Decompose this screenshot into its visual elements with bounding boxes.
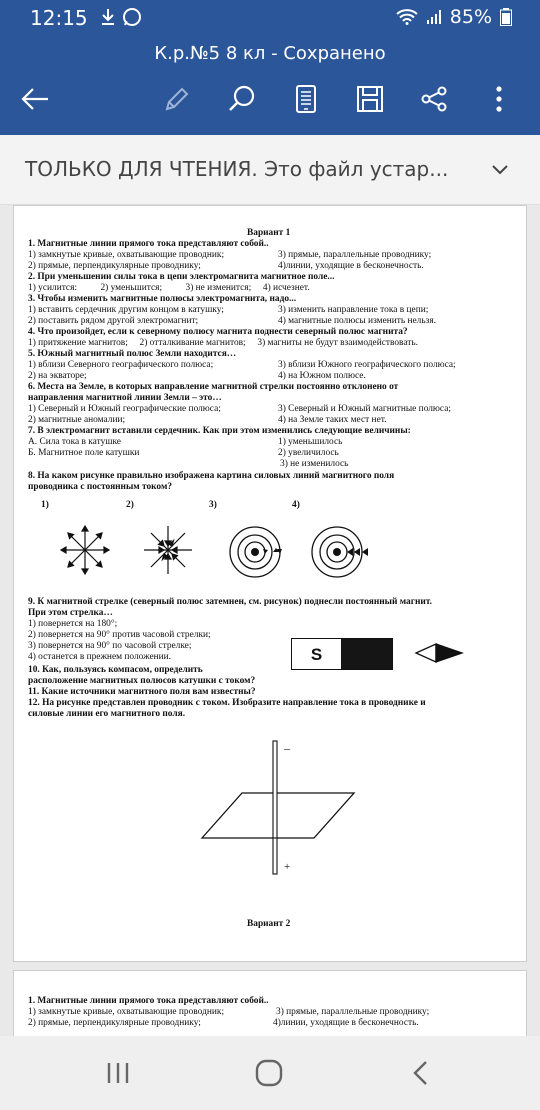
home-button[interactable] bbox=[249, 1058, 289, 1088]
question-11: 11. Какие источники магнитного поля вам известны? bbox=[28, 687, 256, 697]
variant-heading: Вариант 1 bbox=[247, 228, 291, 238]
field-lines-figure-3 bbox=[227, 524, 283, 580]
question-12: 12. На рисунке представлен проводник с током. Изобразите направление тока в проводнике и bbox=[28, 698, 426, 708]
question-8-line-2: проводника с постоянным током? bbox=[28, 482, 173, 492]
answer-option: 2) поставить рядом другой электромагнит; bbox=[28, 316, 199, 326]
answer-option: 1) вблизи Северного географического полюса; bbox=[28, 360, 214, 370]
recent-apps-icon bbox=[106, 1062, 130, 1084]
reading-view-button[interactable] bbox=[289, 82, 323, 116]
question-12-line-2: силовые линии его магнитного поля. bbox=[28, 709, 186, 719]
minus-terminal: – bbox=[284, 741, 290, 755]
answer-option: 4)линии, уходящие в бесконечность. bbox=[273, 1018, 419, 1028]
recent-apps-button[interactable] bbox=[98, 1058, 138, 1088]
answer-option: 3) прямые, параллельные проводнику; bbox=[276, 1007, 430, 1017]
plus-terminal: + bbox=[284, 861, 291, 873]
quantity-a: А. Сила тока в катушке bbox=[28, 437, 121, 447]
answer-option: 4) на Южном полюсе. bbox=[278, 371, 366, 381]
answer-option: 3) изменить направление тока в цепи; bbox=[278, 305, 429, 315]
question-1: 1. Магнитные линии прямого тока представляют собой.. bbox=[28, 239, 269, 249]
document-title: К.р.№5 8 кл - Сохранено bbox=[154, 43, 386, 64]
floppy-disk-icon bbox=[356, 85, 384, 113]
whatsapp-icon bbox=[122, 7, 142, 27]
conductor-figure bbox=[194, 736, 394, 886]
more-options-button[interactable] bbox=[482, 82, 516, 116]
read-only-banner[interactable] bbox=[0, 135, 540, 205]
answer-option: 3) Северный и Южный магнитные полюса; bbox=[278, 404, 451, 414]
back-nav-button[interactable] bbox=[400, 1058, 440, 1088]
download-icon bbox=[100, 8, 116, 26]
answer-options: 1) притяжение магнитов; 2) отталкивание магнитов; 3) магниты не будут взаимодействовать. bbox=[28, 338, 418, 348]
field-lines-figure-2 bbox=[142, 524, 194, 576]
answer-option: 2) магнитные аномалии; bbox=[28, 415, 126, 425]
answer-option: 1) повернется на 180°; bbox=[28, 619, 118, 629]
share-icon bbox=[420, 85, 448, 113]
edit-button[interactable] bbox=[160, 82, 194, 116]
signal-icon bbox=[426, 9, 442, 25]
home-icon bbox=[255, 1059, 283, 1087]
answer-option: 2) на экваторе; bbox=[28, 371, 87, 381]
save-button[interactable] bbox=[353, 82, 387, 116]
compass-needle bbox=[414, 642, 464, 664]
answer-option: 1) Северный и Южный географические полюса; bbox=[28, 404, 221, 414]
field-lines-figure-1 bbox=[59, 524, 111, 576]
answer-option: 4) магнитные полюсы изменить нельзя. bbox=[278, 316, 436, 326]
answer-option: 1) уменьшилось bbox=[278, 437, 343, 447]
battery-percent: 85% bbox=[449, 6, 492, 28]
question-10: 10. Как, пользуясь компасом, определить bbox=[28, 665, 203, 675]
question-6-line-2: направления магнитной линии Земли – это… bbox=[28, 393, 222, 403]
search-button[interactable] bbox=[225, 82, 259, 116]
answer-option: 1) замкнутые кривые, охватывающие проводник; bbox=[28, 1007, 225, 1017]
question-9: 9. К магнитной стрелке (северный полюс затемнен, см. рисунок) поднесли постоянный магнит. bbox=[28, 597, 433, 607]
question-4: 4. Что произойдет, если к северному полюсу магнита поднести северный полюс магнита? bbox=[28, 327, 408, 337]
answer-option: 3) повернется на 90° по часовой стрелке; bbox=[28, 641, 192, 651]
magnet-south-pole: S bbox=[292, 639, 342, 669]
question-6: 6. Места на Земле, в которых направление магнитной стрелки постоянно отклонено от bbox=[28, 382, 399, 392]
figure-label: 4) bbox=[292, 500, 300, 510]
question-10-line-2: расположение магнитных полюсов катушки с током? bbox=[28, 676, 256, 686]
arrow-left-icon bbox=[20, 87, 50, 111]
answer-option: 2) повернется на 90° против часовой стрелки; bbox=[28, 630, 211, 640]
answer-option: 3) вблизи Южного географического полюса; bbox=[278, 360, 456, 370]
field-lines-figure-4 bbox=[309, 524, 369, 580]
status-time: 12:15 bbox=[30, 6, 88, 30]
question-2: 2. При уменьшении силы тока в цепи электромагнита магнитное поле... bbox=[28, 272, 335, 282]
more-vertical-icon bbox=[495, 85, 503, 113]
answer-option: 3) прямые, параллельные проводнику; bbox=[278, 250, 432, 260]
status-bar bbox=[0, 0, 540, 36]
answer-option: 4) на Земле таких мест нет. bbox=[278, 415, 387, 425]
answer-option: 3) не изменилось bbox=[280, 459, 349, 469]
figure-label: 3) bbox=[209, 500, 217, 510]
app-bar bbox=[0, 36, 540, 135]
pencil-icon bbox=[163, 85, 191, 113]
question-5: 5. Южный магнитный полюс Земли находится… bbox=[28, 349, 237, 359]
variant-heading: Вариант 2 bbox=[247, 919, 291, 929]
chevron-left-icon bbox=[411, 1060, 429, 1086]
figure-label: 1) bbox=[41, 500, 49, 510]
quantity-b: Б. Магнитное поле катушки bbox=[28, 448, 140, 458]
share-button[interactable] bbox=[417, 82, 451, 116]
mobile-view-icon bbox=[295, 84, 317, 114]
answer-options: 1) усилится: 2) уменьшится; 3) не изменится; 4) исчезнет. bbox=[28, 283, 310, 293]
question-7: 7. В электромагнит вставили сердечник. Как при этом изменились следующие величины: bbox=[28, 426, 411, 436]
answer-option: 4)линии, уходящие в бесконечность. bbox=[278, 261, 424, 271]
question-9-line-2: При этом стрелка… bbox=[28, 608, 113, 618]
battery-icon bbox=[500, 8, 512, 26]
chevron-down-icon[interactable] bbox=[488, 157, 512, 181]
system-nav-bar bbox=[0, 1036, 540, 1110]
bar-magnet bbox=[291, 638, 393, 670]
wifi-icon bbox=[396, 9, 418, 25]
question-8: 8. На каком рисунке правильно изображена картина силовых линий магнитного поля bbox=[28, 471, 395, 481]
read-only-message: ТОЛЬКО ДЛЯ ЧТЕНИЯ. Это файл устар... bbox=[25, 157, 449, 181]
document-page bbox=[13, 205, 527, 962]
answer-option: 2) прямые, перпендикулярные проводнику; bbox=[28, 261, 201, 271]
answer-option: 1) замкнутые кривые, охватывающие проводник; bbox=[28, 250, 225, 260]
answer-option: 2) увеличилось bbox=[278, 448, 339, 458]
search-icon bbox=[227, 84, 257, 114]
answer-option: 1) вставить сердечник другим концом в катушку; bbox=[28, 305, 224, 315]
figure-label: 2) bbox=[126, 500, 134, 510]
magnet-north-pole bbox=[342, 639, 392, 669]
question-1: 1. Магнитные линии прямого тока представляют собой.. bbox=[28, 996, 269, 1006]
answer-option: 2) прямые, перпендикулярные проводнику; bbox=[28, 1018, 201, 1028]
answer-option: 4) останется в прежнем положении. bbox=[28, 652, 172, 662]
back-button[interactable] bbox=[18, 82, 52, 116]
question-3: 3. Чтобы изменить магнитные полюсы электромагнита, надо... bbox=[28, 294, 297, 304]
